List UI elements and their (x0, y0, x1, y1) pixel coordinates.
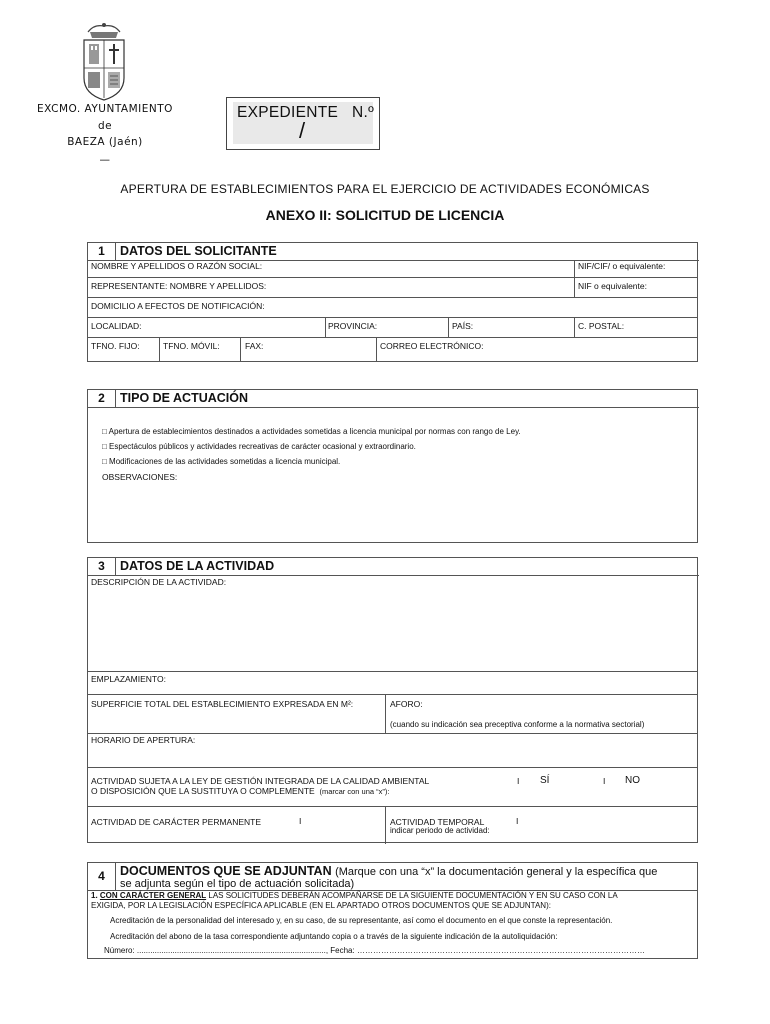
divider (88, 733, 697, 734)
mobile-field[interactable]: TFNO. MÓVIL: (163, 341, 220, 351)
divider (385, 694, 386, 734)
section-number: 3 (88, 558, 116, 575)
expediente-label: EXPEDIENTE N.º (237, 104, 375, 121)
permanent-activity-label: ACTIVIDAD DE CARÁCTER PERMANENTE (91, 817, 262, 827)
postal-code-field[interactable]: C. POSTAL: (578, 321, 625, 331)
section-action-type (87, 389, 698, 543)
form-title: APERTURA DE ESTABLECIMIENTOS PARA EL EJERCICIO DE ACTIVIDADES ECONÓMICAS (120, 182, 650, 196)
section-activity-data (87, 557, 698, 843)
divider (88, 297, 697, 298)
temporary-period-field[interactable]: indicar periodo de actividad: (390, 826, 490, 835)
doc-item-fee[interactable]: Acreditación del abono de la tasa correspondiente adjuntando copia o a través de la siguiente indicación de la autoliquidación: (110, 932, 558, 941)
temporary-checkbox-mark[interactable]: I (516, 816, 519, 826)
divider (88, 806, 697, 807)
address-field[interactable]: DOMICILIO A EFECTOS DE NOTIFICACIÓN: (91, 301, 265, 311)
observations-field[interactable]: OBSERVACIONES: (102, 472, 178, 482)
divider (88, 337, 697, 338)
opening-hours-field[interactable]: HORARIO DE APERTURA: (91, 735, 196, 745)
org-city: BAEZA (Jaén) (67, 136, 143, 148)
section-header (88, 390, 699, 408)
divider (88, 277, 697, 278)
annex-title: ANEXO II: SOLICITUD DE LICENCIA (265, 207, 505, 223)
divider (88, 671, 697, 672)
option-checkbox[interactable]: □ Apertura de establecimientos destinados a actividades sometidas a licencia municipal por normas con rango de Ley. (102, 427, 521, 436)
section-number: 1 (88, 243, 116, 260)
no-checkbox-mark[interactable]: I (603, 776, 606, 786)
capacity-field[interactable]: AFORO: (390, 699, 423, 709)
expediente-box (226, 97, 380, 150)
fax-field[interactable]: FAX: (245, 341, 264, 351)
divider (574, 260, 575, 297)
section-documents (87, 862, 698, 959)
capacity-note: (cuando su indicación sea preceptiva conforme a la normativa sectorial) (390, 720, 645, 729)
option-checkbox[interactable]: □ Espectáculos públicos y actividades recreativas de carácter ocasional y extraordinario. (102, 442, 416, 451)
divider (240, 337, 241, 361)
location-field[interactable]: EMPLAZAMIENTO: (91, 674, 166, 684)
section-applicant (87, 242, 698, 362)
environmental-law-label-2: O DISPOSICIÓN QUE LA SUSTITUYA O COMPLEMENTE (marcar con una “x”): (91, 786, 390, 796)
section-header (88, 243, 699, 261)
divider (88, 767, 697, 768)
representative-nif-field[interactable]: NIF o equivalente: (578, 281, 647, 291)
yes-label: SÍ (540, 775, 550, 786)
coat-of-arms-logo (80, 22, 128, 102)
divider (88, 694, 697, 695)
divider (448, 317, 449, 337)
section-title: DATOS DE LA ACTIVIDAD (120, 559, 275, 573)
section-title: DOCUMENTOS QUE SE ADJUNTAN (Marque con una “x” la documentación general y la específica que (120, 864, 658, 878)
section-title-note-2: se adjunta según el tipo de actuación solicitada) (120, 878, 355, 890)
nif-field[interactable]: NIF/CIF/ o equivalente: (578, 261, 666, 271)
representative-field[interactable]: REPRESENTANTE: NOMBRE Y APELLIDOS: (91, 281, 267, 291)
general-docs-text: 1. CON CARÁCTER GENERAL LAS SOLICITUDES DEBERÁN ACOMPAÑARSE DE LA SIGUIENTE DOCUMENTACIÓN Y EN SU CASO CON LA (91, 891, 618, 900)
divider (325, 317, 326, 337)
province-field[interactable]: PROVINCIA: (328, 321, 378, 331)
description-field[interactable]: DESCRIPCIÓN DE LA ACTIVIDAD: (91, 577, 227, 587)
temporary-activity-label: ACTIVIDAD TEMPORAL (390, 817, 485, 827)
no-label: NO (625, 775, 640, 786)
section-title: TIPO DE ACTUACIÓN (120, 391, 249, 405)
divider (88, 317, 697, 318)
country-field[interactable]: PAÍS: (452, 321, 474, 331)
section-number: 4 (88, 863, 116, 891)
yes-checkbox-mark[interactable]: I (517, 776, 520, 786)
expediente-slash: / (299, 118, 306, 143)
phone-field[interactable]: TFNO. FIJO: (91, 341, 140, 351)
org-name: EXCMO. AYUNTAMIENTO (37, 103, 173, 115)
org-name-de: de (97, 120, 113, 132)
fee-number-date-field[interactable]: Número: ....................................................................................., Fecha: ……………………………………………………………………………………………… (104, 946, 645, 955)
divider (376, 337, 377, 361)
surface-field[interactable]: SUPERFICIE TOTAL DEL ESTABLECIMIENTO EXPRESADA EN M²: (91, 699, 354, 709)
environmental-law-label: ACTIVIDAD SUJETA A LA LEY DE GESTIÓN INTEGRADA DE LA CALIDAD AMBIENTAL (91, 776, 430, 786)
divider (385, 806, 386, 844)
section-title: DATOS DEL SOLICITANTE (120, 244, 277, 258)
section-title-note: (Marque con una “x” la documentación general y la específica que (335, 866, 658, 878)
section-number: 2 (88, 390, 116, 407)
locality-field[interactable]: LOCALIDAD: (91, 321, 142, 331)
divider (159, 337, 160, 361)
expediente-field[interactable] (233, 102, 373, 144)
email-field[interactable]: CORREO ELECTRÓNICO: (380, 341, 484, 351)
divider (574, 317, 575, 337)
general-docs-text-2: EXIGIDA, POR LA LEGISLACIÓN ESPECÍFICA APLICABLE (EN EL APARTADO OTROS DOCUMENTOS QUE SE ADJUNTAN): (91, 901, 551, 910)
option-checkbox[interactable]: □ Modificaciones de las actividades sometidas a licencia municipal. (102, 457, 341, 466)
permanent-checkbox-mark[interactable]: I (299, 816, 302, 826)
org-dash: — (99, 154, 111, 166)
doc-item-identity[interactable]: Acreditación de la personalidad del interesado y, en su caso, de su representante, así como el documento en el que conste la representación. (110, 916, 613, 925)
section-header (88, 558, 699, 576)
name-field[interactable]: NOMBRE Y APELLIDOS O RAZÓN SOCIAL: (91, 261, 263, 271)
